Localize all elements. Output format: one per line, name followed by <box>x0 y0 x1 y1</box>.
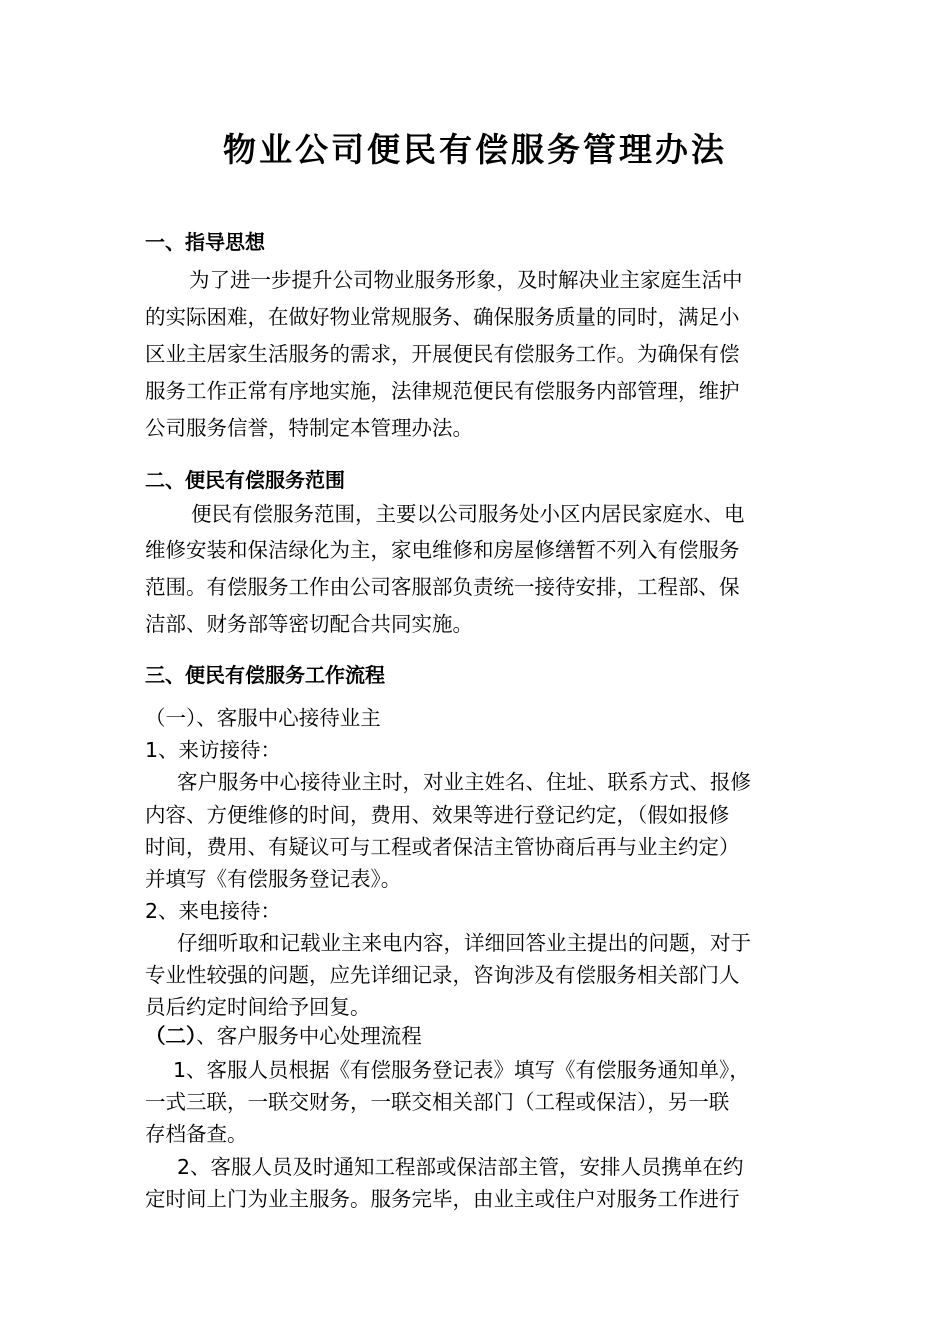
paragraph-line: 内容、方便维修的时间，费用、效果等进行登记约定，（假如报修 <box>145 803 730 827</box>
document-title: 物业公司便民有偿服务管理办法 <box>223 130 727 169</box>
paragraph-line: 区业主居家生活服务的需求，开展便民有偿服务工作。为确保有偿 <box>145 342 740 366</box>
paragraph-line: 1、客服人员根据《有偿服务登记表》填写《有偿服务通知单》， <box>173 1058 750 1082</box>
paragraph-line: 仔细听取和记载业主来电内容，详细回答业主提出的问题，对于 <box>177 931 751 955</box>
paragraph-line: 存档备查。 <box>145 1122 248 1146</box>
paragraph-line: 并填写《有偿服务登记表》。 <box>145 867 402 891</box>
paragraph-line: 维修安装和保洁绿化为主，家电维修和房屋修缮暂不列入有偿服务 <box>145 538 740 562</box>
paragraph-line: 客户服务中心接待业主时，对业主姓名、住址、联系方式、报修 <box>177 770 751 794</box>
subsection-heading: （一）、客服中心接待业主 <box>145 706 381 730</box>
paragraph-line: 2、客服人员及时通知工程部或保洁部主管，安排人员携单在约 <box>177 1155 744 1179</box>
paragraph-line: 员后约定时间给予回复。 <box>145 995 371 1019</box>
paragraph-line: 的实际困难，在做好物业常规服务、确保服务质量的同时，满足小 <box>145 305 740 329</box>
paragraph-line: 服务工作正常有序地实施，法律规范便民有偿服务内部管理，维护 <box>145 379 740 403</box>
section-heading-1: 一、指导思想 <box>145 230 265 254</box>
paragraph-line: 时间，费用、有疑议可与工程或者保洁主管协商后再与业主约定） <box>145 835 740 859</box>
paragraph-line: 公司服务信誉，特制定本管理办法。 <box>145 416 473 440</box>
subsection-number: （二） <box>145 1024 197 1048</box>
paragraph-line: 为了进一步提升公司物业服务形象，及时解决业主家庭生活中 <box>189 268 743 292</box>
subsection-heading <box>145 1022 422 1050</box>
paragraph-line: 范围。有偿服务工作由公司客服部负责统一接待安排，工程部、保 <box>145 575 740 599</box>
paragraph-line: 便民有偿服务范围，主要以公司服务处小区内居民家庭水、电 <box>191 502 745 526</box>
paragraph-line: 定时间上门为业主服务。服务完毕，由业主或住户对服务工作进行 <box>145 1187 740 1211</box>
section-heading-3: 三、便民有偿服务工作流程 <box>145 663 385 687</box>
subsection-label: 、客户服务中心处理流程 <box>196 1024 422 1048</box>
section-heading-2: 二、便民有偿服务范围 <box>145 468 345 492</box>
item-heading: 1、来访接待： <box>145 738 282 762</box>
item-heading: 2、来电接待： <box>145 899 282 923</box>
paragraph-line: 专业性较强的问题，应先详细记录，咨询涉及有偿服务相关部门人 <box>145 963 740 987</box>
paragraph-line: 一式三联，一联交财务，一联交相关部门（工程或保洁），另一联 <box>145 1090 730 1114</box>
paragraph-line: 洁部、财务部等密切配合共同实施。 <box>145 612 473 636</box>
